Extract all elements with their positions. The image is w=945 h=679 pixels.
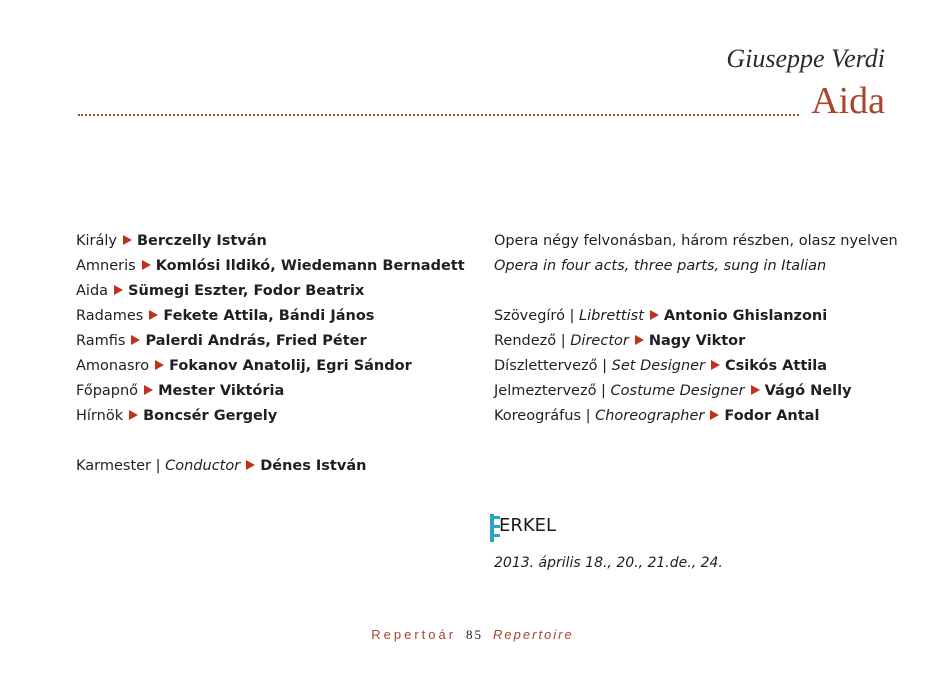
arrow-right-icon — [142, 260, 151, 270]
cast-names: Boncsér Gergely — [143, 408, 278, 424]
arrow-right-icon — [751, 385, 760, 395]
cast-row — [76, 254, 476, 279]
credit-name: Csikós Attila — [725, 358, 827, 374]
cast-row — [76, 329, 476, 354]
arrow-right-icon — [635, 335, 644, 345]
arrow-right-icon — [711, 360, 720, 370]
credit-name: Vágó Nelly — [764, 383, 852, 399]
arrow-right-icon — [144, 385, 153, 395]
cast-role: Aida — [76, 283, 109, 299]
conductor-row: Karmester | Conductor Dénes István — [76, 458, 367, 474]
cast-names: Fekete Attila, Bándi János — [163, 308, 375, 324]
credit-role-hu: Koreográfus — [494, 408, 581, 424]
credit-name: Nagy Viktor — [648, 333, 746, 349]
performance-dates: 2013. április 18., 20., 21.de., 24. — [494, 555, 723, 571]
credit-row: Szövegíró | Librettist Antonio Ghislanzoni — [494, 308, 828, 324]
cast-role: Amonasro — [76, 358, 150, 374]
credit-row: Koreográfus | Choreographer Fodor Antal — [494, 408, 820, 424]
cast-role: Király — [76, 233, 117, 249]
cast-row — [76, 304, 476, 329]
arrow-right-icon — [149, 310, 158, 320]
arrow-right-icon — [123, 235, 132, 245]
credit-row: Jelmeztervező | Costume Designer Vágó Nelly — [494, 383, 852, 399]
cast-names: Palerdi András, Fried Péter — [145, 333, 367, 349]
description-en — [494, 254, 894, 279]
conductor-role-en: Conductor — [165, 458, 241, 474]
arrow-right-icon — [155, 360, 164, 370]
credits-column — [494, 229, 898, 429]
arrow-right-icon — [710, 410, 719, 420]
cast-names: Berczelly István — [137, 233, 267, 249]
credit-name: Antonio Ghislanzoni — [663, 308, 828, 324]
page-number: 85 — [466, 627, 484, 642]
cast-column — [76, 229, 476, 479]
cast-row — [76, 354, 476, 379]
arrow-right-icon — [129, 410, 138, 420]
opera-title: Aida — [811, 80, 885, 122]
credit-name: Fodor Antal — [724, 408, 820, 424]
credit-row: Díszlettervező | Set Designer Csikós Attila — [494, 358, 827, 374]
arrow-right-icon — [114, 285, 123, 295]
credit-role-hu: Szövegíró — [494, 308, 565, 324]
credit-role-en: Set Designer — [611, 358, 706, 374]
page-footer — [0, 627, 945, 643]
credit-role-en: Director — [570, 333, 629, 349]
cast-role: Hírnök — [76, 408, 124, 424]
cast-role: Főpapnő — [76, 383, 139, 399]
cast-names: Mester Viktória — [158, 383, 285, 399]
title-row — [78, 80, 885, 122]
credit-role-hu: Díszlettervező — [494, 358, 598, 374]
footer-left: Repertoár — [371, 627, 457, 642]
cast-names: Fokanov Anatolij, Egri Sándor — [169, 358, 412, 374]
credit-row: Rendező | Director Nagy Viktor — [494, 333, 746, 349]
erkel-logo — [490, 514, 557, 544]
conductor-role-hu: Karmester — [76, 458, 152, 474]
arrow-right-icon — [246, 460, 255, 470]
description-hu: Opera négy felvonásban, három részben, olasz nyelven — [494, 233, 898, 249]
credit-role-hu: Rendező — [494, 333, 557, 349]
description-en-text: Opera in four acts, three parts, sung in Italian — [494, 258, 827, 274]
cast-row — [76, 404, 476, 429]
credit-role-en: Costume Designer — [610, 383, 745, 399]
credit-role-hu: Jelmeztervező — [494, 383, 597, 399]
spacer — [76, 429, 476, 454]
dotted-rule — [78, 114, 799, 116]
credit-role-en: Librettist — [579, 308, 644, 324]
arrow-right-icon — [131, 335, 140, 345]
footer-right: Repertoire — [493, 627, 574, 642]
cast-row — [76, 379, 476, 404]
cast-row — [76, 279, 476, 304]
logo-text: ERKEL — [499, 515, 557, 536]
conductor-name: Dénes István — [260, 458, 367, 474]
cast-role: Ramfis — [76, 333, 126, 349]
cast-row — [76, 229, 476, 254]
arrow-right-icon — [650, 310, 659, 320]
cast-names: Sümegi Eszter, Fodor Beatrix — [128, 283, 365, 299]
spacer — [494, 279, 894, 304]
cast-names: Komlósi Ildikó, Wiedemann Bernadett — [155, 258, 465, 274]
composer-name: Giuseppe Verdi — [726, 44, 885, 73]
cast-role: Radames — [76, 308, 144, 324]
cast-role: Amneris — [76, 258, 136, 274]
credit-role-en: Choreographer — [595, 408, 705, 424]
